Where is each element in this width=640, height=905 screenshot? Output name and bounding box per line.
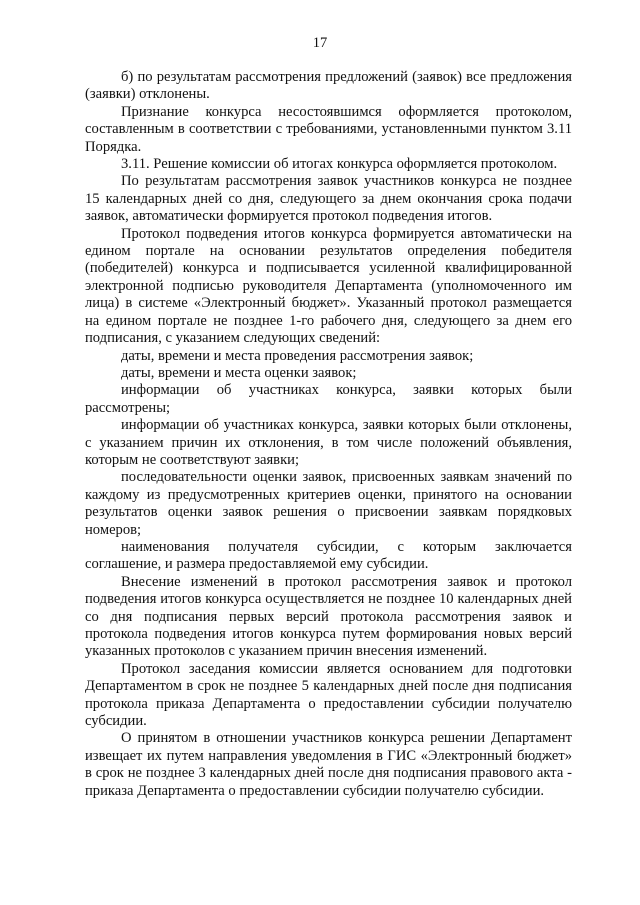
- paragraph-3-11-decision: 3.11. Решение комиссии об итогах конкурса оформляется протоколом.: [121, 156, 558, 173]
- page-number: 17: [312, 35, 328, 51]
- list-item-evaluation-sequence: последовательности оценки заявок, присвоенных заявкам значений по каждому из предусмотренных критериев оценки, принятого на основании результатов оценки заявок решения о присвоении заявкам порядковых номеров;: [85, 469, 572, 538]
- paragraph-participant-notification: О принятом в отношении участников конкурса решении Департамент извещает их путем направления уведомления в ГИС «Электронный бюджет» в срок не позднее 3 календарных дней после дня подписания правового акта - приказа Департамента о предоставлении субсидии получателю субсидии.: [85, 730, 572, 799]
- paragraph-contest-failed: Признание конкурса несостоявшимся оформляется протоколом, составленным в соответствии с требованиями, установленными пунктом 3.11 Порядка.: [85, 103, 572, 155]
- list-item-rejected-participants: информации об участниках конкурса, заявки которых были отклонены, с указанием причин их отклонения, в том числе положений объявления, которым не соответствуют заявки;: [85, 417, 572, 468]
- paragraph-results-deadline: По результатам рассмотрения заявок участников конкурса не позднее 15 календарных дней со дня, следующего за днем окончания срока подачи заявок, автоматически формируется протокол подведения итогов.: [85, 173, 572, 225]
- paragraph-commission-basis: Протокол заседания комиссии является основанием для подготовки Департаментом в срок не позднее 5 календарных дней после дня подписания протокола приказа Департамента о предоставлении субсидии получателю субсидии.: [85, 660, 572, 730]
- list-item-review-dates: даты, времени и места проведения рассмотрения заявок;: [121, 347, 474, 364]
- paragraph-b-all-rejected: б) по результатам рассмотрения предложений (заявок) все предложения (заявки) отклонены.: [85, 69, 572, 103]
- paragraph-results-protocol: Протокол подведения итогов конкурса формируется автоматически на едином портале на основании результатов определения победителя (победителей) конкурса и подписывается усиленной квалифицированной электронной подписью руководителя Департамента (уполномоченного им лица) в системе «Электронный бюджет». Указанный протокол размещается на едином портале не позднее 1-го рабочего дня, следующего за днем его подписания, с указанием следующих сведений:: [85, 225, 572, 347]
- list-item-recipient-name: наименования получателя субсидии, с которым заключается соглашение, и размера предоставляемой ему субсидии.: [85, 538, 572, 573]
- list-item-evaluation-dates: даты, времени и места оценки заявок;: [121, 364, 357, 381]
- list-item-reviewed-participants: информации об участниках конкурса, заявки которых были рассмотрены;: [85, 382, 572, 416]
- document-body: [85, 69, 572, 800]
- paragraph-protocol-changes: Внесение изменений в протокол рассмотрения заявок и протокол подведения итогов конкурса осуществляется не позднее 10 календарных дней со дня подписания первых версий протокола рассмотрения заявок и протокола подведения итогов конкурса путем формирования новых версий указанных протоколов с указанием причин внесения изменений.: [85, 573, 572, 660]
